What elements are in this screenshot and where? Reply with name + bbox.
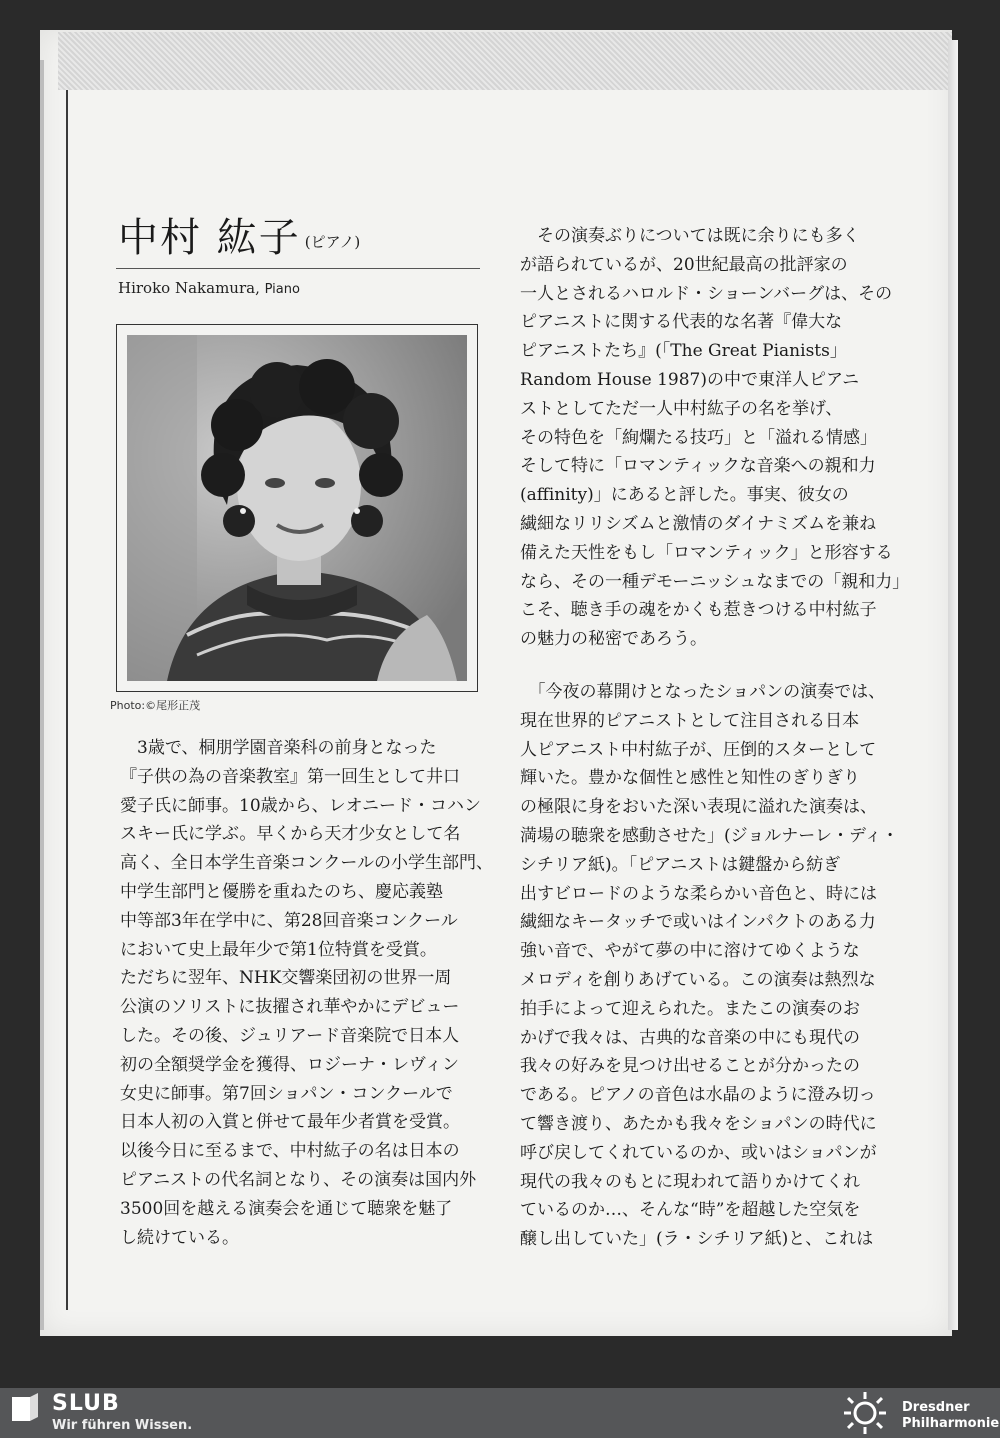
text-line: こそ、聴き手の魂をかくも惹きつける中村紘子 [520, 600, 877, 621]
text-line: ピアニストに関する代表的な名著『偉大な [520, 312, 843, 333]
text-line: 醸し出していた」(ラ・シチリア紙)と、これは [520, 1229, 874, 1250]
text-line: の極限に身をおいた深い表現に溢れた演奏は、 [520, 797, 877, 818]
biography-column-left [120, 734, 493, 1252]
partner-name-line1: Dresdner [902, 1400, 970, 1415]
page-margin-line [66, 90, 68, 1310]
text-line: 人ピアニスト中村紘子が、圧倒的スターとして [520, 739, 877, 760]
text-line: 以後今日に至るまで、中村紘子の名は日本の [120, 1141, 460, 1162]
text-line: 繊細なキータッチで或いはインパクトのある力 [520, 912, 876, 933]
text-line: ピアニストたち』(「The Great Pianists」 [520, 341, 847, 362]
text-line: Random House 1987)の中で東洋人ピアニ [520, 369, 860, 390]
text-line: である。ピアノの音色は水晶のように澄み切っ [520, 1085, 876, 1106]
page-header-texture [58, 32, 952, 90]
artist-role: (ピアノ) [304, 232, 361, 251]
text-line: 一人とされるハロルド・ショーンバーグは、その [520, 283, 893, 304]
text-line: 中学生部門と優勝を重ねたのち、慶応義塾 [120, 881, 443, 902]
dresdner-philharmonie-logo-icon [842, 1391, 888, 1435]
text-line: ピアニストの代名詞となり、その演奏は国内外 [120, 1169, 477, 1190]
text-line: において史上最年少で第1位特賞を受賞。 [120, 939, 437, 960]
portrait-illustration [127, 335, 467, 681]
page-edge-right [948, 40, 958, 1330]
slub-tagline: Wir führen Wissen. [52, 1418, 193, 1433]
text-line: 強い音で、やがて夢の中に溶けてゆくような [520, 941, 860, 962]
artist-name-heading [118, 206, 360, 263]
text-line: 日本人初の入賞と併せて最年少者賞を受賞。 [120, 1112, 460, 1133]
text-line: メロディを創りあげている。この演奏は熱烈な [520, 969, 876, 990]
text-line: 女史に師事。第7回ショパン・コンクールで [120, 1083, 453, 1104]
portrait-photo-frame [116, 324, 478, 692]
text-line: 中等部3年在学中に、第28回音楽コンクール [120, 910, 458, 931]
text-line: 『子供の為の音楽教室』第一回生として井口 [120, 766, 460, 787]
artist-romaji-role: Piano [264, 282, 300, 297]
heading-rule [116, 268, 480, 269]
text-line: 現在世界的ピアニストとして注目される日本 [520, 710, 860, 731]
text-line: そして特に「ロマンティックな音楽への親和力 [520, 456, 876, 477]
text-line: かげで我々は、古典的な音楽の中にも現代の [520, 1027, 860, 1048]
text-line: 現代の我々のもとに現われて語りかけてくれ [520, 1171, 860, 1192]
slub-name: SLUB [52, 1391, 120, 1416]
text-line: 備えた天性をもし「ロマンティック」と形容する [520, 542, 893, 563]
text-line: 愛子氏に師事。10歳から、レオニード・コハン [120, 795, 481, 816]
text-line: 「今夜の幕開けとなったショパンの演奏では、 [520, 682, 886, 702]
text-line: ストとしてただ一人中村紘子の名を挙げ、 [520, 398, 843, 419]
text-line: 出すビロードのような柔らかい音色と、時には [520, 883, 877, 904]
text-line: シチリア紙)。「ピアニストは鍵盤から紡ぎ [520, 854, 841, 875]
text-line: 3500回を越える演奏会を通じて聴衆を魅了 [120, 1198, 453, 1219]
text-line: ただちに翌年、NHK交響楽団初の世界一周 [120, 968, 452, 989]
portrait-photo [127, 335, 467, 681]
photo-credit: Photo:©尾形正茂 [110, 699, 201, 712]
text-line: 公演のソリストに抜擢され華やかにデビュー [120, 997, 460, 1018]
text-line: スキー氏に学ぶ。早くから天才少女として名 [120, 824, 461, 845]
text-line: ているのか…、そんな“時”を超越した空気を [520, 1200, 861, 1221]
text-line: 呼び戻してくれているのか、或いはショパンが [520, 1142, 877, 1163]
text-line: て響き渡り、あたかも我々をショパンの時代に [520, 1113, 877, 1134]
text-line: なら、その一種デモーニッシュなまでの「親和力」 [520, 571, 910, 592]
text-line: の魅力の秘密であろう。 [520, 629, 707, 650]
text-line: (affinity)」にあると評した。事実、彼女の [520, 485, 849, 506]
biography-column-right-top [520, 222, 909, 654]
partner-name-line2: Philharmonie [902, 1416, 1000, 1431]
artist-romaji-name: Hiroko Nakamura, [118, 279, 260, 297]
text-line: し続けている。 [120, 1227, 239, 1248]
text-line: 高く、全日本学生音楽コンクールの小学生部門、 [120, 853, 493, 874]
text-line: 3歳で、桐朋学園音楽科の前身となった [120, 738, 437, 758]
text-line: 輝いた。豊かな個性と感性と知性のぎりぎり [520, 768, 860, 789]
text-line: その特色を「絢爛たる技巧」と「溢れる情感」 [520, 427, 877, 448]
biography-column-right-bottom [520, 678, 899, 1254]
slub-logo-icon [10, 1391, 42, 1423]
text-line: が語られているが、20世紀最高の批評家の [520, 254, 848, 275]
artist-romaji-line [118, 279, 300, 297]
text-line: 満場の聴衆を感動させた」(ジョルナーレ・ディ・ [520, 825, 899, 846]
text-line: 我々の好みを見つけ出せることが分かったの [520, 1056, 860, 1077]
text-line: 拍手によって迎えられた。またこの演奏のお [520, 998, 860, 1019]
text-line: 繊細なリリシズムと激情のダイナミズムを兼ね [520, 513, 877, 534]
text-line: 初の全額奨学金を獲得、ロジーナ・レヴィン [120, 1054, 459, 1075]
text-line: した。その後、ジュリアード音楽院で日本人 [120, 1025, 460, 1046]
text-line: その演奏ぶりについては既に余りにも多く [520, 226, 860, 246]
page-edge-left [40, 60, 44, 1330]
artist-name: 中村 紘子 [118, 215, 301, 261]
